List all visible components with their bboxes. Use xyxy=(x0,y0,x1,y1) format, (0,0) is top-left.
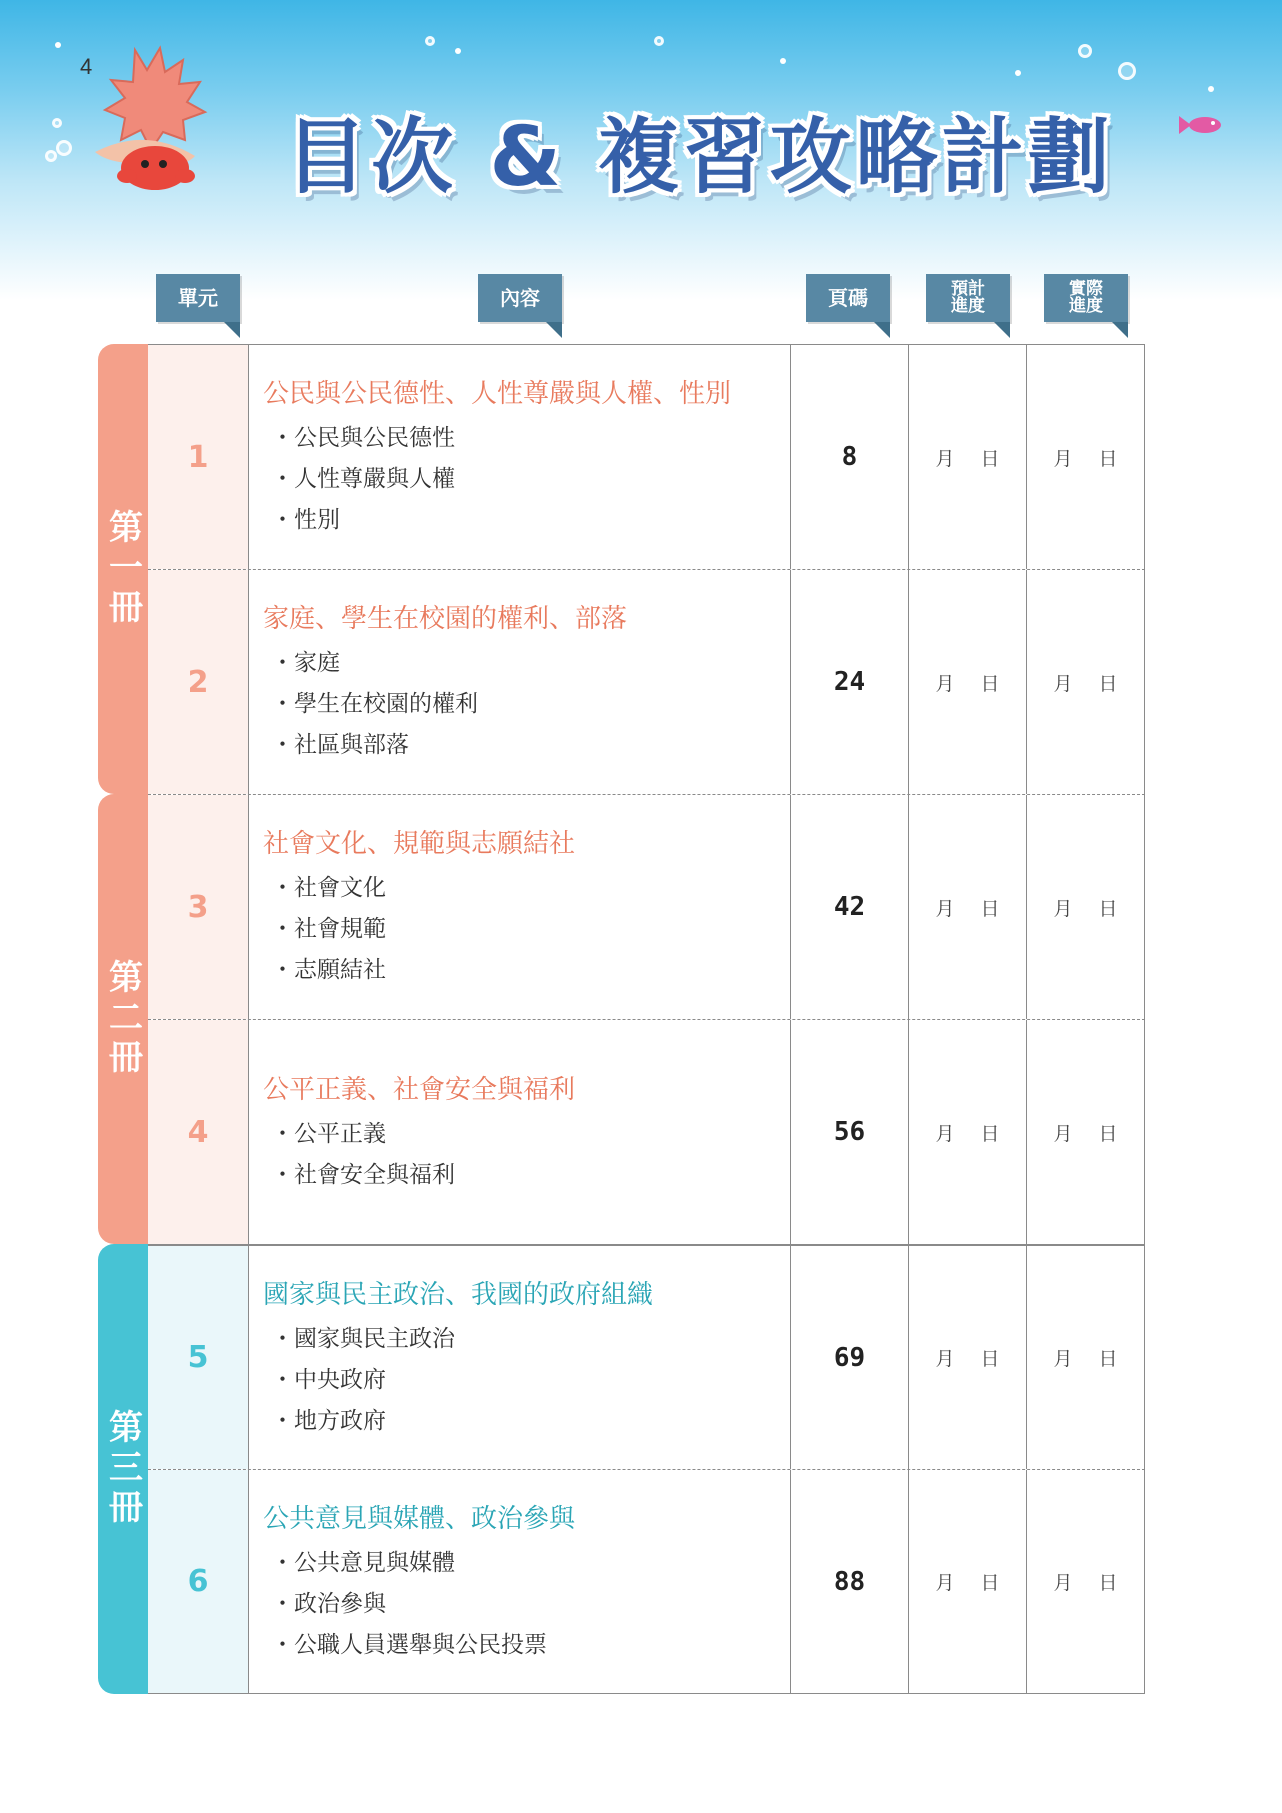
actual-date-field[interactable] xyxy=(1027,1246,1145,1469)
header-planned-progress xyxy=(926,274,1010,322)
header-actual-progress xyxy=(1044,274,1128,322)
list-item: ・ 家庭 xyxy=(263,643,340,684)
day-label: 日 xyxy=(1098,447,1118,470)
fish-icon xyxy=(1175,112,1225,138)
planned-date-field[interactable] xyxy=(909,1020,1027,1244)
page-ref: 56 xyxy=(791,1020,909,1244)
unit-content xyxy=(249,1020,791,1244)
volume-tab-2 xyxy=(98,794,148,1244)
header-planned-line1: 預計 xyxy=(951,279,985,299)
header-content: 內容 xyxy=(478,274,562,322)
unit-title: 家庭、學生在校園的權利、部落 xyxy=(263,604,628,634)
day-label: 日 xyxy=(980,1122,1000,1145)
month-label: 月 xyxy=(935,1122,955,1145)
month-label: 月 xyxy=(1053,1122,1073,1145)
bubble xyxy=(45,150,57,162)
bubble xyxy=(52,118,62,128)
list-item: ・ 中央政府 xyxy=(263,1360,386,1401)
month-label: 月 xyxy=(1053,672,1073,695)
actual-date-field[interactable] xyxy=(1027,1020,1145,1244)
toc-table xyxy=(148,344,1145,1694)
bubble xyxy=(1208,86,1214,92)
unit-number: 2 xyxy=(148,570,249,794)
list-item: ・ 公平正義 xyxy=(263,1114,386,1155)
page-ref: 42 xyxy=(791,795,909,1019)
bubble xyxy=(455,48,461,54)
day-label: 日 xyxy=(1098,1122,1118,1145)
unit-number: 4 xyxy=(148,1020,249,1244)
actual-date-field[interactable] xyxy=(1027,345,1145,569)
volume-label: 第二冊 xyxy=(102,959,143,1079)
unit-title: 國家與民主政治、我國的政府組織 xyxy=(263,1279,654,1310)
month-label: 月 xyxy=(935,447,955,470)
bubble xyxy=(780,58,786,64)
bubble xyxy=(1078,44,1092,58)
page-ref: 8 xyxy=(791,345,909,569)
day-label: 日 xyxy=(1098,1348,1118,1370)
table-row xyxy=(148,794,1145,1019)
month-label: 月 xyxy=(1053,1572,1073,1594)
unit-title: 社會文化、規範與志願結社 xyxy=(263,829,576,859)
month-label: 月 xyxy=(935,897,955,920)
list-item: ・ 社會安全與福利 xyxy=(263,1155,455,1196)
list-item: ・ 公職人員選舉與公民投票 xyxy=(263,1625,547,1666)
unit-number: 6 xyxy=(148,1470,249,1693)
table-row xyxy=(148,569,1145,794)
day-label: 日 xyxy=(980,447,1000,470)
list-item: ・ 社區與部落 xyxy=(263,725,409,766)
page-ref: 24 xyxy=(791,570,909,794)
planned-date-field[interactable] xyxy=(909,1246,1027,1469)
volume-label: 第一冊 xyxy=(102,509,143,629)
unit-content xyxy=(249,1470,791,1693)
actual-date-field[interactable] xyxy=(1027,570,1145,794)
header-actual-line1: 實際 xyxy=(1069,279,1103,299)
list-item: ・ 性別 xyxy=(263,500,340,541)
list-item: ・ 公共意見與媒體 xyxy=(263,1543,455,1584)
unit-number: 5 xyxy=(148,1246,249,1469)
header-planned-line2: 進度 xyxy=(951,296,985,316)
table-row xyxy=(148,1019,1145,1244)
month-label: 月 xyxy=(935,1572,955,1594)
list-item: ・ 公民與公民德性 xyxy=(263,418,455,459)
list-item: ・ 地方政府 xyxy=(263,1401,386,1442)
header-unit: 單元 xyxy=(156,274,240,322)
table-row xyxy=(148,1244,1145,1469)
unit-content xyxy=(249,570,791,794)
bubble xyxy=(654,36,664,46)
table-row xyxy=(148,1469,1145,1694)
volume-tab-1 xyxy=(98,344,148,794)
unit-title: 公平正義、社會安全與福利 xyxy=(263,1074,576,1105)
page-title: 目次 & 複習攻略計劃 xyxy=(285,110,1114,205)
planned-date-field[interactable] xyxy=(909,570,1027,794)
day-label: 日 xyxy=(980,897,1000,920)
month-label: 月 xyxy=(935,672,955,695)
day-label: 日 xyxy=(1098,1572,1118,1594)
unit-content xyxy=(249,795,791,1019)
bubble xyxy=(55,42,61,48)
day-label: 日 xyxy=(980,672,1000,695)
day-label: 日 xyxy=(1098,897,1118,920)
month-label: 月 xyxy=(1053,447,1073,470)
list-item: ・ 社會規範 xyxy=(263,909,386,950)
list-item: ・ 政治參與 xyxy=(263,1584,386,1625)
month-label: 月 xyxy=(935,1348,955,1370)
unit-title: 公共意見與媒體、政治參與 xyxy=(263,1503,576,1534)
list-item: ・ 社會文化 xyxy=(263,868,386,909)
page-number: 4 xyxy=(80,54,93,79)
bubble xyxy=(425,36,435,46)
day-label: 日 xyxy=(980,1348,1000,1370)
actual-date-field[interactable] xyxy=(1027,795,1145,1019)
month-label: 月 xyxy=(1053,897,1073,920)
unit-title: 公民與公民德性、人性尊嚴與人權、性別 xyxy=(263,379,732,409)
list-item: ・ 學生在校園的權利 xyxy=(263,684,478,725)
header-page: 頁碼 xyxy=(806,274,890,322)
planned-date-field[interactable] xyxy=(909,795,1027,1019)
header-actual-line2: 進度 xyxy=(1069,296,1103,316)
day-label: 日 xyxy=(1098,672,1118,695)
unit-number: 3 xyxy=(148,795,249,1019)
actual-date-field[interactable] xyxy=(1027,1470,1145,1693)
table-row xyxy=(148,344,1145,569)
volume-label: 第三冊 xyxy=(102,1409,143,1529)
unit-content xyxy=(249,345,791,569)
unit-number: 1 xyxy=(148,345,249,569)
bubble xyxy=(1118,62,1136,80)
bubble xyxy=(56,140,72,156)
hermit-crab-icon xyxy=(85,40,215,190)
list-item: ・ 國家與民主政治 xyxy=(263,1319,455,1360)
month-label: 月 xyxy=(1053,1348,1073,1370)
page-ref: 88 xyxy=(791,1470,909,1693)
planned-date-field[interactable] xyxy=(909,1470,1027,1693)
page-ref: 69 xyxy=(791,1246,909,1469)
bubble xyxy=(1015,70,1021,76)
unit-content xyxy=(249,1246,791,1469)
volume-tab-3 xyxy=(98,1244,148,1694)
day-label: 日 xyxy=(980,1572,1000,1594)
list-item: ・ 人性尊嚴與人權 xyxy=(263,459,455,500)
list-item: ・ 志願結社 xyxy=(263,950,386,991)
planned-date-field[interactable] xyxy=(909,345,1027,569)
